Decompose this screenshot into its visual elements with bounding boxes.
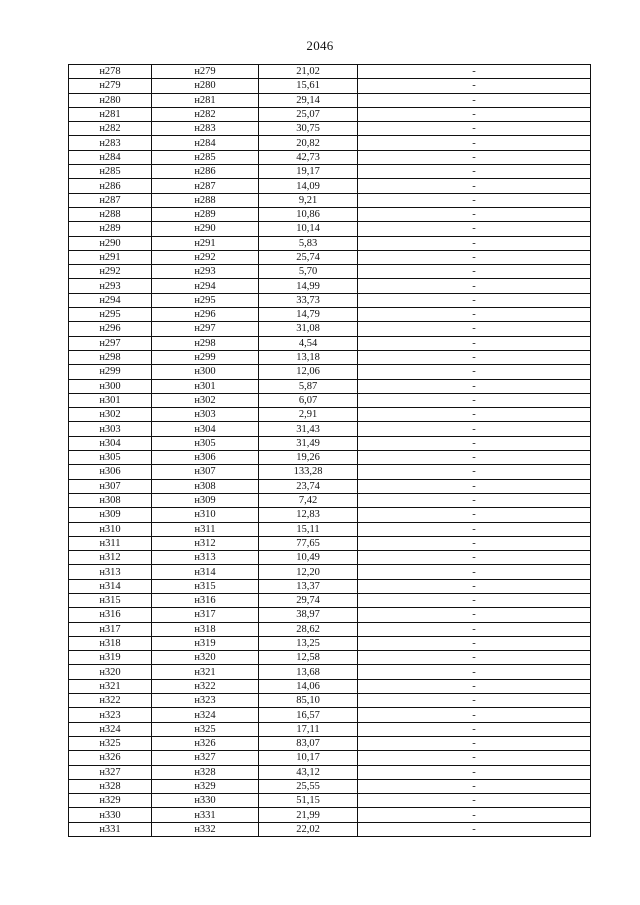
to-point-cell: н282: [152, 107, 259, 121]
note-cell: -: [358, 679, 591, 693]
length-cell: 14,06: [259, 679, 358, 693]
table-row: [69, 79, 591, 93]
to-point-cell: н292: [152, 250, 259, 264]
length-cell: 19,26: [259, 451, 358, 465]
from-point-cell: н299: [69, 365, 152, 379]
to-point-cell: н308: [152, 479, 259, 493]
to-point-cell: н287: [152, 179, 259, 193]
table-row: [69, 636, 591, 650]
note-cell: -: [358, 665, 591, 679]
length-cell: 16,57: [259, 708, 358, 722]
from-point-cell: н284: [69, 150, 152, 164]
table-row: [69, 551, 591, 565]
from-point-cell: н282: [69, 122, 152, 136]
from-point-cell: н317: [69, 622, 152, 636]
to-point-cell: н290: [152, 222, 259, 236]
note-cell: -: [358, 322, 591, 336]
table-row: [69, 136, 591, 150]
table-row: [69, 651, 591, 665]
to-point-cell: н279: [152, 65, 259, 79]
table-row: [69, 479, 591, 493]
from-point-cell: н281: [69, 107, 152, 121]
from-point-cell: н304: [69, 436, 152, 450]
table-row: [69, 679, 591, 693]
table-row: [69, 808, 591, 822]
from-point-cell: н325: [69, 736, 152, 750]
table-row: [69, 822, 591, 836]
table-row: [69, 150, 591, 164]
from-point-cell: н314: [69, 579, 152, 593]
length-cell: 22,02: [259, 822, 358, 836]
table-row: [69, 265, 591, 279]
table-row: [69, 751, 591, 765]
to-point-cell: н326: [152, 736, 259, 750]
table-row: [69, 65, 591, 79]
table-row: [69, 350, 591, 364]
length-cell: 10,17: [259, 751, 358, 765]
from-point-cell: н283: [69, 136, 152, 150]
note-cell: -: [358, 722, 591, 736]
table-row: [69, 465, 591, 479]
to-point-cell: н330: [152, 794, 259, 808]
table-row: [69, 107, 591, 121]
note-cell: -: [358, 193, 591, 207]
length-cell: 6,07: [259, 393, 358, 407]
from-point-cell: н303: [69, 422, 152, 436]
length-cell: 5,70: [259, 265, 358, 279]
table-row: [69, 794, 591, 808]
from-point-cell: н293: [69, 279, 152, 293]
table-row: [69, 93, 591, 107]
note-cell: -: [358, 65, 591, 79]
from-point-cell: н327: [69, 765, 152, 779]
note-cell: -: [358, 265, 591, 279]
note-cell: -: [358, 508, 591, 522]
from-point-cell: н302: [69, 408, 152, 422]
table-row: [69, 694, 591, 708]
note-cell: -: [358, 393, 591, 407]
from-point-cell: н326: [69, 751, 152, 765]
from-point-cell: н296: [69, 322, 152, 336]
table-row: [69, 622, 591, 636]
to-point-cell: н289: [152, 207, 259, 221]
table-row: [69, 250, 591, 264]
to-point-cell: н302: [152, 393, 259, 407]
table-row: [69, 308, 591, 322]
to-point-cell: н285: [152, 150, 259, 164]
note-cell: -: [358, 236, 591, 250]
from-point-cell: н292: [69, 265, 152, 279]
note-cell: -: [358, 150, 591, 164]
length-cell: 17,11: [259, 722, 358, 736]
to-point-cell: н300: [152, 365, 259, 379]
from-point-cell: н278: [69, 65, 152, 79]
length-cell: 14,09: [259, 179, 358, 193]
to-point-cell: н317: [152, 608, 259, 622]
note-cell: -: [358, 536, 591, 550]
from-point-cell: н311: [69, 536, 152, 550]
to-point-cell: н311: [152, 522, 259, 536]
to-point-cell: н299: [152, 350, 259, 364]
note-cell: -: [358, 822, 591, 836]
to-point-cell: н315: [152, 579, 259, 593]
from-point-cell: н306: [69, 465, 152, 479]
to-point-cell: н291: [152, 236, 259, 250]
note-cell: -: [358, 408, 591, 422]
length-cell: 133,28: [259, 465, 358, 479]
note-cell: -: [358, 293, 591, 307]
from-point-cell: н288: [69, 207, 152, 221]
from-point-cell: н322: [69, 694, 152, 708]
to-point-cell: н310: [152, 508, 259, 522]
to-point-cell: н328: [152, 765, 259, 779]
length-cell: 7,42: [259, 493, 358, 507]
length-cell: 77,65: [259, 536, 358, 550]
note-cell: -: [358, 765, 591, 779]
length-cell: 31,49: [259, 436, 358, 450]
from-point-cell: н323: [69, 708, 152, 722]
length-cell: 10,14: [259, 222, 358, 236]
length-cell: 85,10: [259, 694, 358, 708]
table-row: [69, 222, 591, 236]
from-point-cell: н330: [69, 808, 152, 822]
to-point-cell: н307: [152, 465, 259, 479]
page-number: 2046: [306, 38, 334, 53]
note-cell: -: [358, 308, 591, 322]
from-point-cell: н289: [69, 222, 152, 236]
to-point-cell: н312: [152, 536, 259, 550]
table-row: [69, 779, 591, 793]
note-cell: -: [358, 222, 591, 236]
table-row: [69, 493, 591, 507]
note-cell: -: [358, 708, 591, 722]
length-cell: 19,17: [259, 165, 358, 179]
length-cell: 13,68: [259, 665, 358, 679]
from-point-cell: н324: [69, 722, 152, 736]
table-body: [69, 65, 591, 837]
note-cell: -: [358, 365, 591, 379]
from-point-cell: н290: [69, 236, 152, 250]
to-point-cell: н298: [152, 336, 259, 350]
length-cell: 5,87: [259, 379, 358, 393]
length-cell: 12,20: [259, 565, 358, 579]
length-cell: 20,82: [259, 136, 358, 150]
to-point-cell: н320: [152, 651, 259, 665]
to-point-cell: н327: [152, 751, 259, 765]
from-point-cell: н328: [69, 779, 152, 793]
length-cell: 42,73: [259, 150, 358, 164]
note-cell: -: [358, 608, 591, 622]
length-cell: 23,74: [259, 479, 358, 493]
from-point-cell: н329: [69, 794, 152, 808]
length-cell: 28,62: [259, 622, 358, 636]
from-point-cell: н315: [69, 593, 152, 607]
from-point-cell: н279: [69, 79, 152, 93]
from-point-cell: н313: [69, 565, 152, 579]
from-point-cell: н312: [69, 551, 152, 565]
note-cell: -: [358, 422, 591, 436]
to-point-cell: н296: [152, 308, 259, 322]
to-point-cell: н331: [152, 808, 259, 822]
length-cell: 2,91: [259, 408, 358, 422]
table-row: [69, 279, 591, 293]
to-point-cell: н332: [152, 822, 259, 836]
to-point-cell: н301: [152, 379, 259, 393]
from-point-cell: н331: [69, 822, 152, 836]
note-cell: -: [358, 436, 591, 450]
note-cell: -: [358, 551, 591, 565]
note-cell: -: [358, 579, 591, 593]
from-point-cell: н308: [69, 493, 152, 507]
to-point-cell: н281: [152, 93, 259, 107]
length-cell: 12,06: [259, 365, 358, 379]
from-point-cell: н305: [69, 451, 152, 465]
table-row: [69, 179, 591, 193]
note-cell: -: [358, 593, 591, 607]
note-cell: -: [358, 751, 591, 765]
length-cell: 31,08: [259, 322, 358, 336]
length-cell: 12,83: [259, 508, 358, 522]
note-cell: -: [358, 379, 591, 393]
to-point-cell: н309: [152, 493, 259, 507]
note-cell: -: [358, 207, 591, 221]
to-point-cell: н283: [152, 122, 259, 136]
table-row: [69, 207, 591, 221]
length-cell: 10,86: [259, 207, 358, 221]
from-point-cell: н319: [69, 651, 152, 665]
note-cell: -: [358, 779, 591, 793]
table-row: [69, 436, 591, 450]
length-cell: 29,14: [259, 93, 358, 107]
length-cell: 13,18: [259, 350, 358, 364]
length-cell: 5,83: [259, 236, 358, 250]
from-point-cell: н287: [69, 193, 152, 207]
length-cell: 15,11: [259, 522, 358, 536]
note-cell: -: [358, 279, 591, 293]
length-cell: 13,37: [259, 579, 358, 593]
note-cell: -: [358, 622, 591, 636]
note-cell: -: [358, 808, 591, 822]
from-point-cell: н298: [69, 350, 152, 364]
note-cell: -: [358, 736, 591, 750]
table-row: [69, 593, 591, 607]
table-row: [69, 408, 591, 422]
table-row: [69, 536, 591, 550]
table-row: [69, 165, 591, 179]
table-row: [69, 393, 591, 407]
note-cell: -: [358, 165, 591, 179]
length-cell: 25,74: [259, 250, 358, 264]
table-row: [69, 451, 591, 465]
to-point-cell: н316: [152, 593, 259, 607]
length-cell: 30,75: [259, 122, 358, 136]
from-point-cell: н309: [69, 508, 152, 522]
table-row: [69, 422, 591, 436]
table-row: [69, 579, 591, 593]
to-point-cell: н295: [152, 293, 259, 307]
length-cell: 21,99: [259, 808, 358, 822]
table-row: [69, 565, 591, 579]
length-cell: 15,61: [259, 79, 358, 93]
to-point-cell: н323: [152, 694, 259, 708]
to-point-cell: н306: [152, 451, 259, 465]
to-point-cell: н324: [152, 708, 259, 722]
note-cell: -: [358, 636, 591, 650]
note-cell: -: [358, 336, 591, 350]
length-cell: 38,97: [259, 608, 358, 622]
to-point-cell: н329: [152, 779, 259, 793]
note-cell: -: [358, 465, 591, 479]
to-point-cell: н313: [152, 551, 259, 565]
from-point-cell: н280: [69, 93, 152, 107]
from-point-cell: н301: [69, 393, 152, 407]
table-row: [69, 193, 591, 207]
table-row: [69, 665, 591, 679]
length-cell: 25,55: [259, 779, 358, 793]
table-row: [69, 508, 591, 522]
length-cell: 33,73: [259, 293, 358, 307]
from-point-cell: н295: [69, 308, 152, 322]
note-cell: -: [358, 493, 591, 507]
to-point-cell: н303: [152, 408, 259, 422]
to-point-cell: н318: [152, 622, 259, 636]
note-cell: -: [358, 451, 591, 465]
to-point-cell: н280: [152, 79, 259, 93]
note-cell: -: [358, 79, 591, 93]
note-cell: -: [358, 794, 591, 808]
length-cell: 31,43: [259, 422, 358, 436]
note-cell: -: [358, 93, 591, 107]
table-row: [69, 608, 591, 622]
from-point-cell: н285: [69, 165, 152, 179]
to-point-cell: н286: [152, 165, 259, 179]
note-cell: -: [358, 179, 591, 193]
table-row: [69, 293, 591, 307]
from-point-cell: н294: [69, 293, 152, 307]
table-row: [69, 322, 591, 336]
table-row: [69, 365, 591, 379]
table-row: [69, 522, 591, 536]
from-point-cell: н297: [69, 336, 152, 350]
note-cell: -: [358, 250, 591, 264]
to-point-cell: н319: [152, 636, 259, 650]
to-point-cell: н305: [152, 436, 259, 450]
from-point-cell: н321: [69, 679, 152, 693]
note-cell: -: [358, 350, 591, 364]
length-cell: 43,12: [259, 765, 358, 779]
table-row: [69, 122, 591, 136]
to-point-cell: н325: [152, 722, 259, 736]
to-point-cell: н284: [152, 136, 259, 150]
length-cell: 29,74: [259, 593, 358, 607]
note-cell: -: [358, 651, 591, 665]
from-point-cell: н316: [69, 608, 152, 622]
length-cell: 14,99: [259, 279, 358, 293]
table-row: [69, 336, 591, 350]
length-cell: 9,21: [259, 193, 358, 207]
note-cell: -: [358, 565, 591, 579]
length-cell: 10,49: [259, 551, 358, 565]
length-cell: 4,54: [259, 336, 358, 350]
length-cell: 14,79: [259, 308, 358, 322]
table-row: [69, 708, 591, 722]
table-row: [69, 379, 591, 393]
from-point-cell: н310: [69, 522, 152, 536]
from-point-cell: н286: [69, 179, 152, 193]
from-point-cell: н318: [69, 636, 152, 650]
from-point-cell: н320: [69, 665, 152, 679]
note-cell: -: [358, 479, 591, 493]
note-cell: -: [358, 522, 591, 536]
note-cell: -: [358, 136, 591, 150]
to-point-cell: н293: [152, 265, 259, 279]
length-cell: 21,02: [259, 65, 358, 79]
length-cell: 12,58: [259, 651, 358, 665]
table-row: [69, 722, 591, 736]
length-cell: 51,15: [259, 794, 358, 808]
note-cell: -: [358, 694, 591, 708]
length-cell: 25,07: [259, 107, 358, 121]
table-row: [69, 765, 591, 779]
to-point-cell: н322: [152, 679, 259, 693]
boundary-points-table: [68, 64, 591, 837]
to-point-cell: н321: [152, 665, 259, 679]
note-cell: -: [358, 107, 591, 121]
table-row: [69, 736, 591, 750]
note-cell: -: [358, 122, 591, 136]
to-point-cell: н297: [152, 322, 259, 336]
from-point-cell: н291: [69, 250, 152, 264]
to-point-cell: н304: [152, 422, 259, 436]
length-cell: 13,25: [259, 636, 358, 650]
to-point-cell: н288: [152, 193, 259, 207]
length-cell: 83,07: [259, 736, 358, 750]
table-row: [69, 236, 591, 250]
from-point-cell: н300: [69, 379, 152, 393]
to-point-cell: н294: [152, 279, 259, 293]
to-point-cell: н314: [152, 565, 259, 579]
from-point-cell: н307: [69, 479, 152, 493]
